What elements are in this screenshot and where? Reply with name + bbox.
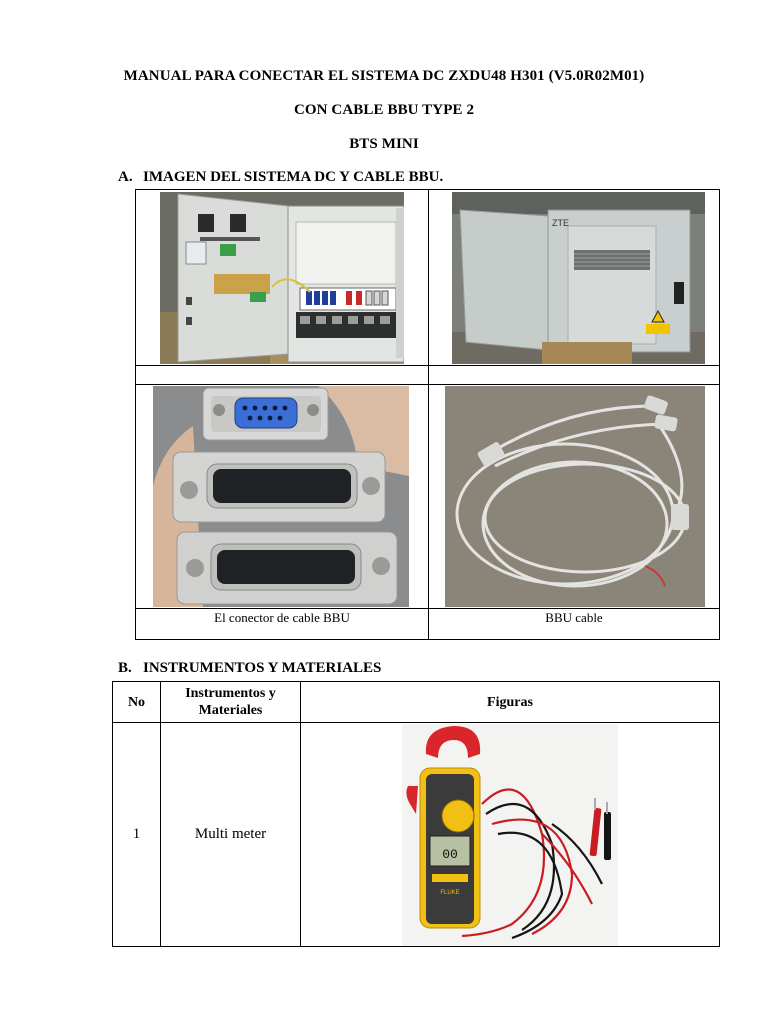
document-title-line-1: MANUAL PARA CONECTAR EL SISTEMA DC ZXDU48 H301 (V5.0R02M01) [123,68,645,84]
section-a-heading [118,169,443,186]
row-1-number: 1 [132,826,141,842]
caption-bbu-cable: BBU cable [545,610,603,625]
table-divider [428,190,429,639]
meter-display-value: 00 [442,847,458,862]
column-header-instruments [161,682,300,722]
section-a-title: IMAGEN DEL SISTEMA DC Y CABLE BBU. [143,169,444,185]
table-divider [113,722,719,723]
row-1-item: Multi meter [194,826,267,842]
column-header-instruments-line-1: Instrumentos y [185,686,276,701]
images-table [135,189,720,640]
section-b-letter: B. [118,660,132,676]
column-header-figures: Figuras [487,694,533,710]
caption-bbu-connector: El conector de cable BBU [214,610,350,625]
column-header-instruments-line-2: Materiales [198,703,263,718]
open-dc-cabinet-photo [160,192,404,364]
section-a-letter: A. [118,169,133,185]
bbu-connector-photo [153,386,409,607]
bbu-cable-photo [445,386,705,607]
multimeter-photo [402,724,618,946]
table-divider [136,365,719,366]
document-title-line-3: BTS MINI [349,136,419,152]
zte-logo: ZTE [552,218,569,228]
column-header-no: No [127,694,146,710]
section-b-title: INSTRUMENTOS Y MATERIALES [143,660,382,676]
document-title-line-2: CON CABLE BBU TYPE 2 [293,102,475,118]
table-divider [136,608,719,609]
closed-zte-cabinet-photo [452,192,705,364]
instruments-table [112,681,720,947]
section-b-heading [118,660,381,677]
meter-brand-label: FLUKE [440,890,460,896]
table-divider [136,384,719,385]
